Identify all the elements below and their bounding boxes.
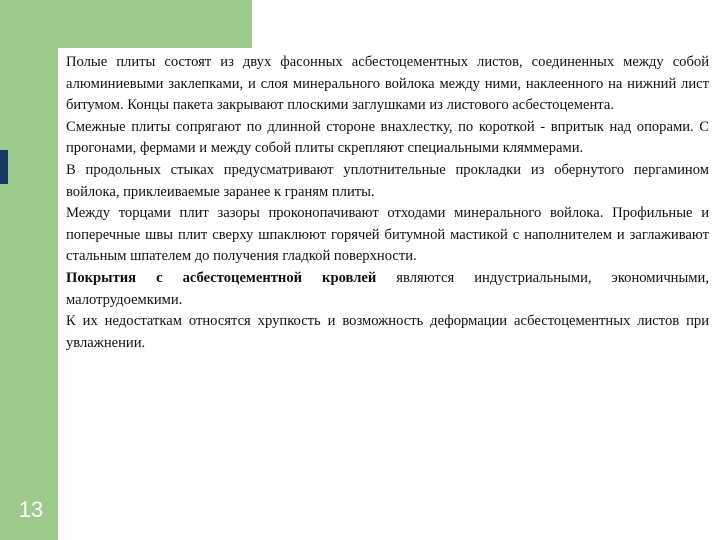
slide-number: 13 bbox=[18, 497, 44, 522]
top-band bbox=[0, 0, 252, 48]
accent-bar bbox=[0, 150, 8, 184]
paragraph-4: Между торцами плит зазоры проконопачивают отходами минерального войлока. Профильные и поперечные швы плит сверху шпаклюют горячей битумной мастикой с наполнителем и заглаживают стальным шпателем до получения гладкой поверхности. bbox=[66, 205, 709, 265]
paragraph-1: Полые плиты состоят из двух фасонных асбестоцементных листов, соединенных между собой алюминиевыми заклепками, и слоя минерального войлока между ними, наклеенного на нижний лист битумом. Концы пакета закрывают плоскими заглушками из листового асбестоцемента. bbox=[66, 54, 709, 114]
paragraph-6: К их недостаткам относятся хрупкость и возможность деформации асбестоцементных листов при увлажнении. bbox=[66, 313, 709, 351]
paragraph-5-text: являются индустриальными, экономичными, малотрудоемкими. bbox=[66, 269, 709, 308]
paragraph-5 bbox=[66, 268, 709, 311]
text-panel bbox=[59, 48, 715, 430]
paragraph-5-bold: Покрытия с асбестоцементной кровлей bbox=[66, 269, 377, 286]
paragraph-3: В продольных стыках предусматривают уплотнительные прокладки из обернутого пергамином войлока, приклеиваемые заранее к граням плиты. bbox=[66, 161, 709, 200]
paragraph-2: Смежные плиты сопрягают по длинной стороне внахлестку, по короткой - впритык над опорами. С прогонами, фермами и между собой плиты скрепляют специальными кляммерами. bbox=[66, 118, 709, 157]
side-band bbox=[0, 0, 58, 540]
